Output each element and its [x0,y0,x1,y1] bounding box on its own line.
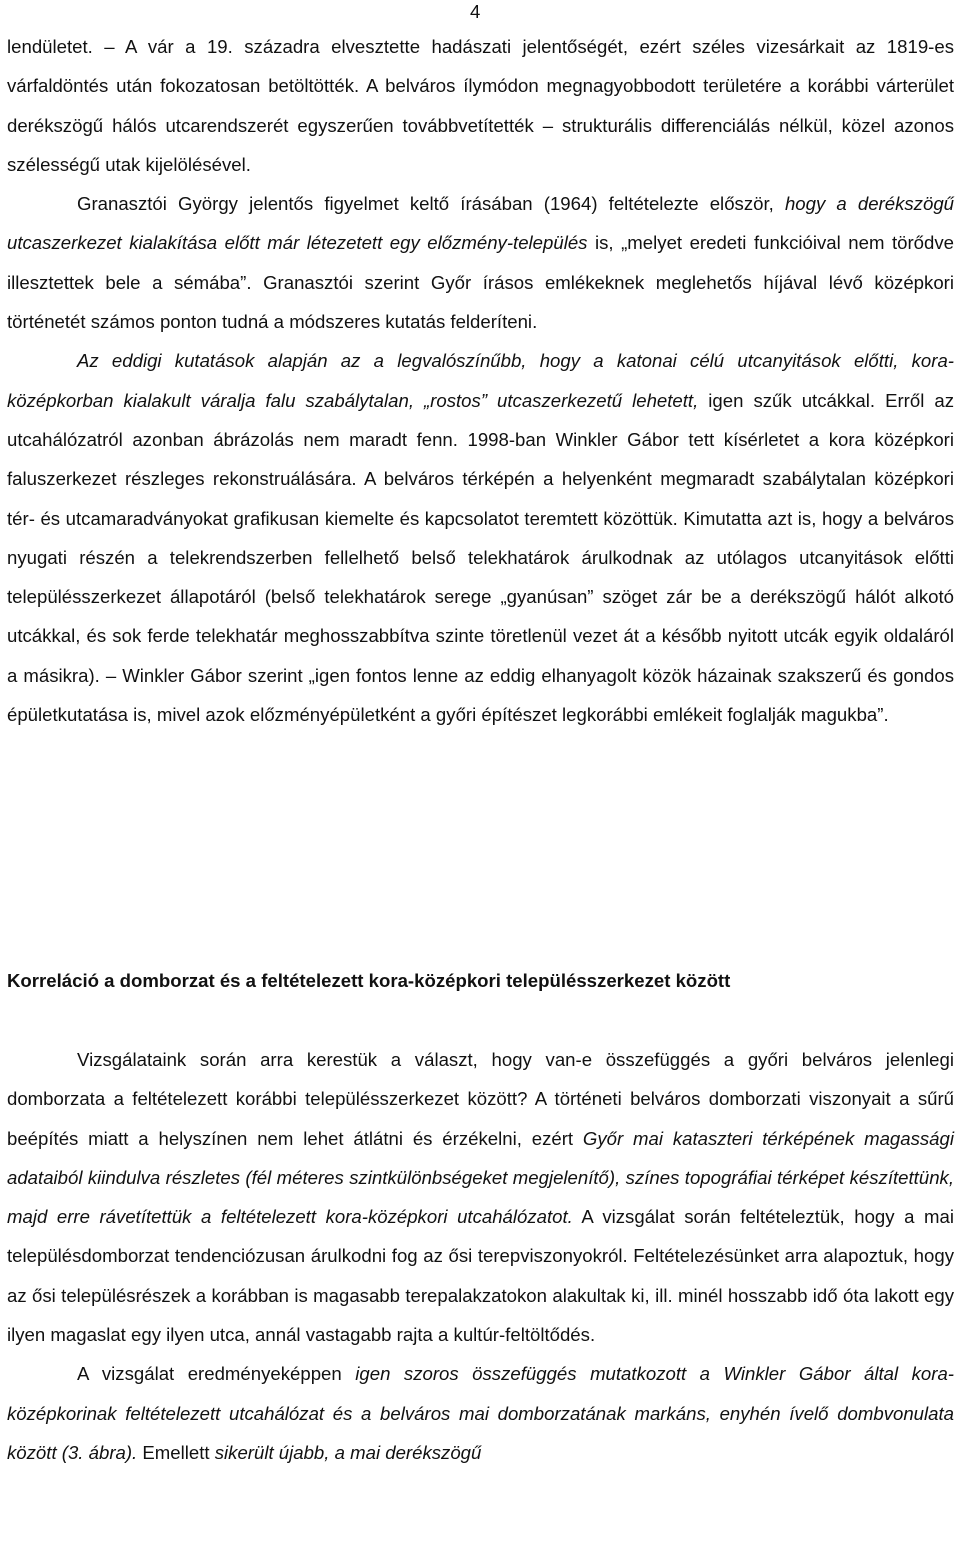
paragraph-5-text-a: A vizsgálat eredményeképpen [77,1363,356,1385]
paragraph-2 [7,184,954,341]
section-heading: Korreláció a domborzat és a feltételezett kora-középkori településszerkezet között [7,970,731,991]
paragraph-2-italic: hogy a derékszögű utcaszerkezet kialakítása előtt már létezetett egy előzmény-település [7,193,954,254]
paragraph-5-text-c: Emellett [137,1441,215,1463]
paragraph-4-italic: Győr mai kataszteri térképének magassági adataiból kiindulva részletes (fél méteres szintkülönbségeket megjelenítő), színes topográfiai térképet készítettünk, majd erre rávetítettük a feltételezett kora-középkori utcahálózatot. [7,1127,954,1228]
paragraph-4 [7,1040,954,1354]
paragraph-2-text-c: is, „melyet eredeti funkcióival nem törődve illesztettek bele a sémába”. Granasztói szerint Győr írásos emlékeknek meglehetős híjával lévő középkori történetét számos ponton tudná a módszeres kutatás felderíteni. [7,232,955,333]
paragraph-4-text-a: Vizsgálataink során arra kerestük a választ, hogy van-e összefüggés a győri belváros jelenlegi domborzata a feltételezett korábbi településszerkezet között? A történeti belváros domborzati viszonyait a sűrű beépítés miatt a helyszínen nem lehet átlátni és érzékelni, ezért [7,1049,954,1149]
body-text-block-1 [7,27,954,734]
page-number: 4 [470,1,481,22]
paragraph-1: lendületet. – A vár a 19. századra elvesztette hadászati jelentőségét, ezért széles vizesárkait az 1819-es várfaldöntés után fokozatosan betöltötték. A belváros ílymódon megnagyobbodott területére a korábbi várterület derékszögű hálós utcarendszerét egyszerűen továbbvetítették – strukturális differenciálás nélkül, közel azonos szélességű utak kijelölésével. [7,36,954,175]
paragraph-3-italic: Az eddigi kutatások alapján az a legvalószínűbb, hogy a katonai célú utcanyitások előtti, kora-középkorban kialakult váralja falu szabálytalan, „rostos” utcaszerkezetű lehetett, [7,350,954,411]
body-text-block-2 [7,1040,954,1472]
paragraph-3-text-b: igen szűk utcákkal. Erről az utcahálózatról azonban ábrázolás nem maradt fenn. 1998-ban Winkler Gábor tett kísérletet a kora középkori faluszerkezet részleges rekonstruálására. A belváros térképén a helyenként megmaradt szabálytalan középkori tér- és utcamaradványokat grafikusan kiemelte és kapcsolatot teremtett közöttük. Kimutatta azt is, hogy a belváros nyugati részén a telekrendszerben fellelhető belső telekhatárok árulkodnak az utólagos utcanyitások előtti településszerkezet állapotáról (belső telekhatárok serege „gyanúsan” szöget zár be a derékszögű hálót alkotó utcákkal, és sok ferde telekhatár meghosszabbítva szinte töretlenül vezet át a később nyitott utcák egyik oldaláról a másikra). – Winkler Gábor szerint „igen fontos lenne az eddig elhanyagolt közök házainak szakszerű és gondos épületkutatása is, mivel azok előzményépületként a győri építészet legkorábbi emlékeit foglalják magukba”. [7,389,954,726]
paragraph-4-text-c: A vizsgálat során feltételeztük, hogy a mai településdomborzat tendenciózusan árulkodni fog az ősi terepviszonyokról. Feltételezésünket arra alapoztuk, hogy az ősi településrészek a korábban is magasabb terepalakzatokon alakultak ki, ill. minél hosszabb idő óta lakott egy ilyen magaslat egy ilyen utca, annál vastagabb rajta a kultúr-feltöltődés. [7,1206,954,1346]
paragraph-5-italic-b: igen szoros összefüggés mutatkozott a Winkler Gábor által kora-középkorinak feltételezett utcahálózat és a belváros mai domborzatának markáns, enyhén ívelő dombvonulata között (3. ábra). [7,1363,954,1463]
paragraph-5-italic-d: sikerült újabb, a mai derékszögű [214,1441,482,1463]
paragraph-3 [7,341,954,734]
paragraph-2-text-a: Granasztói György jelentős figyelmet keltő írásában (1964) feltételezte először, [77,193,785,215]
paragraph-5 [7,1354,954,1472]
